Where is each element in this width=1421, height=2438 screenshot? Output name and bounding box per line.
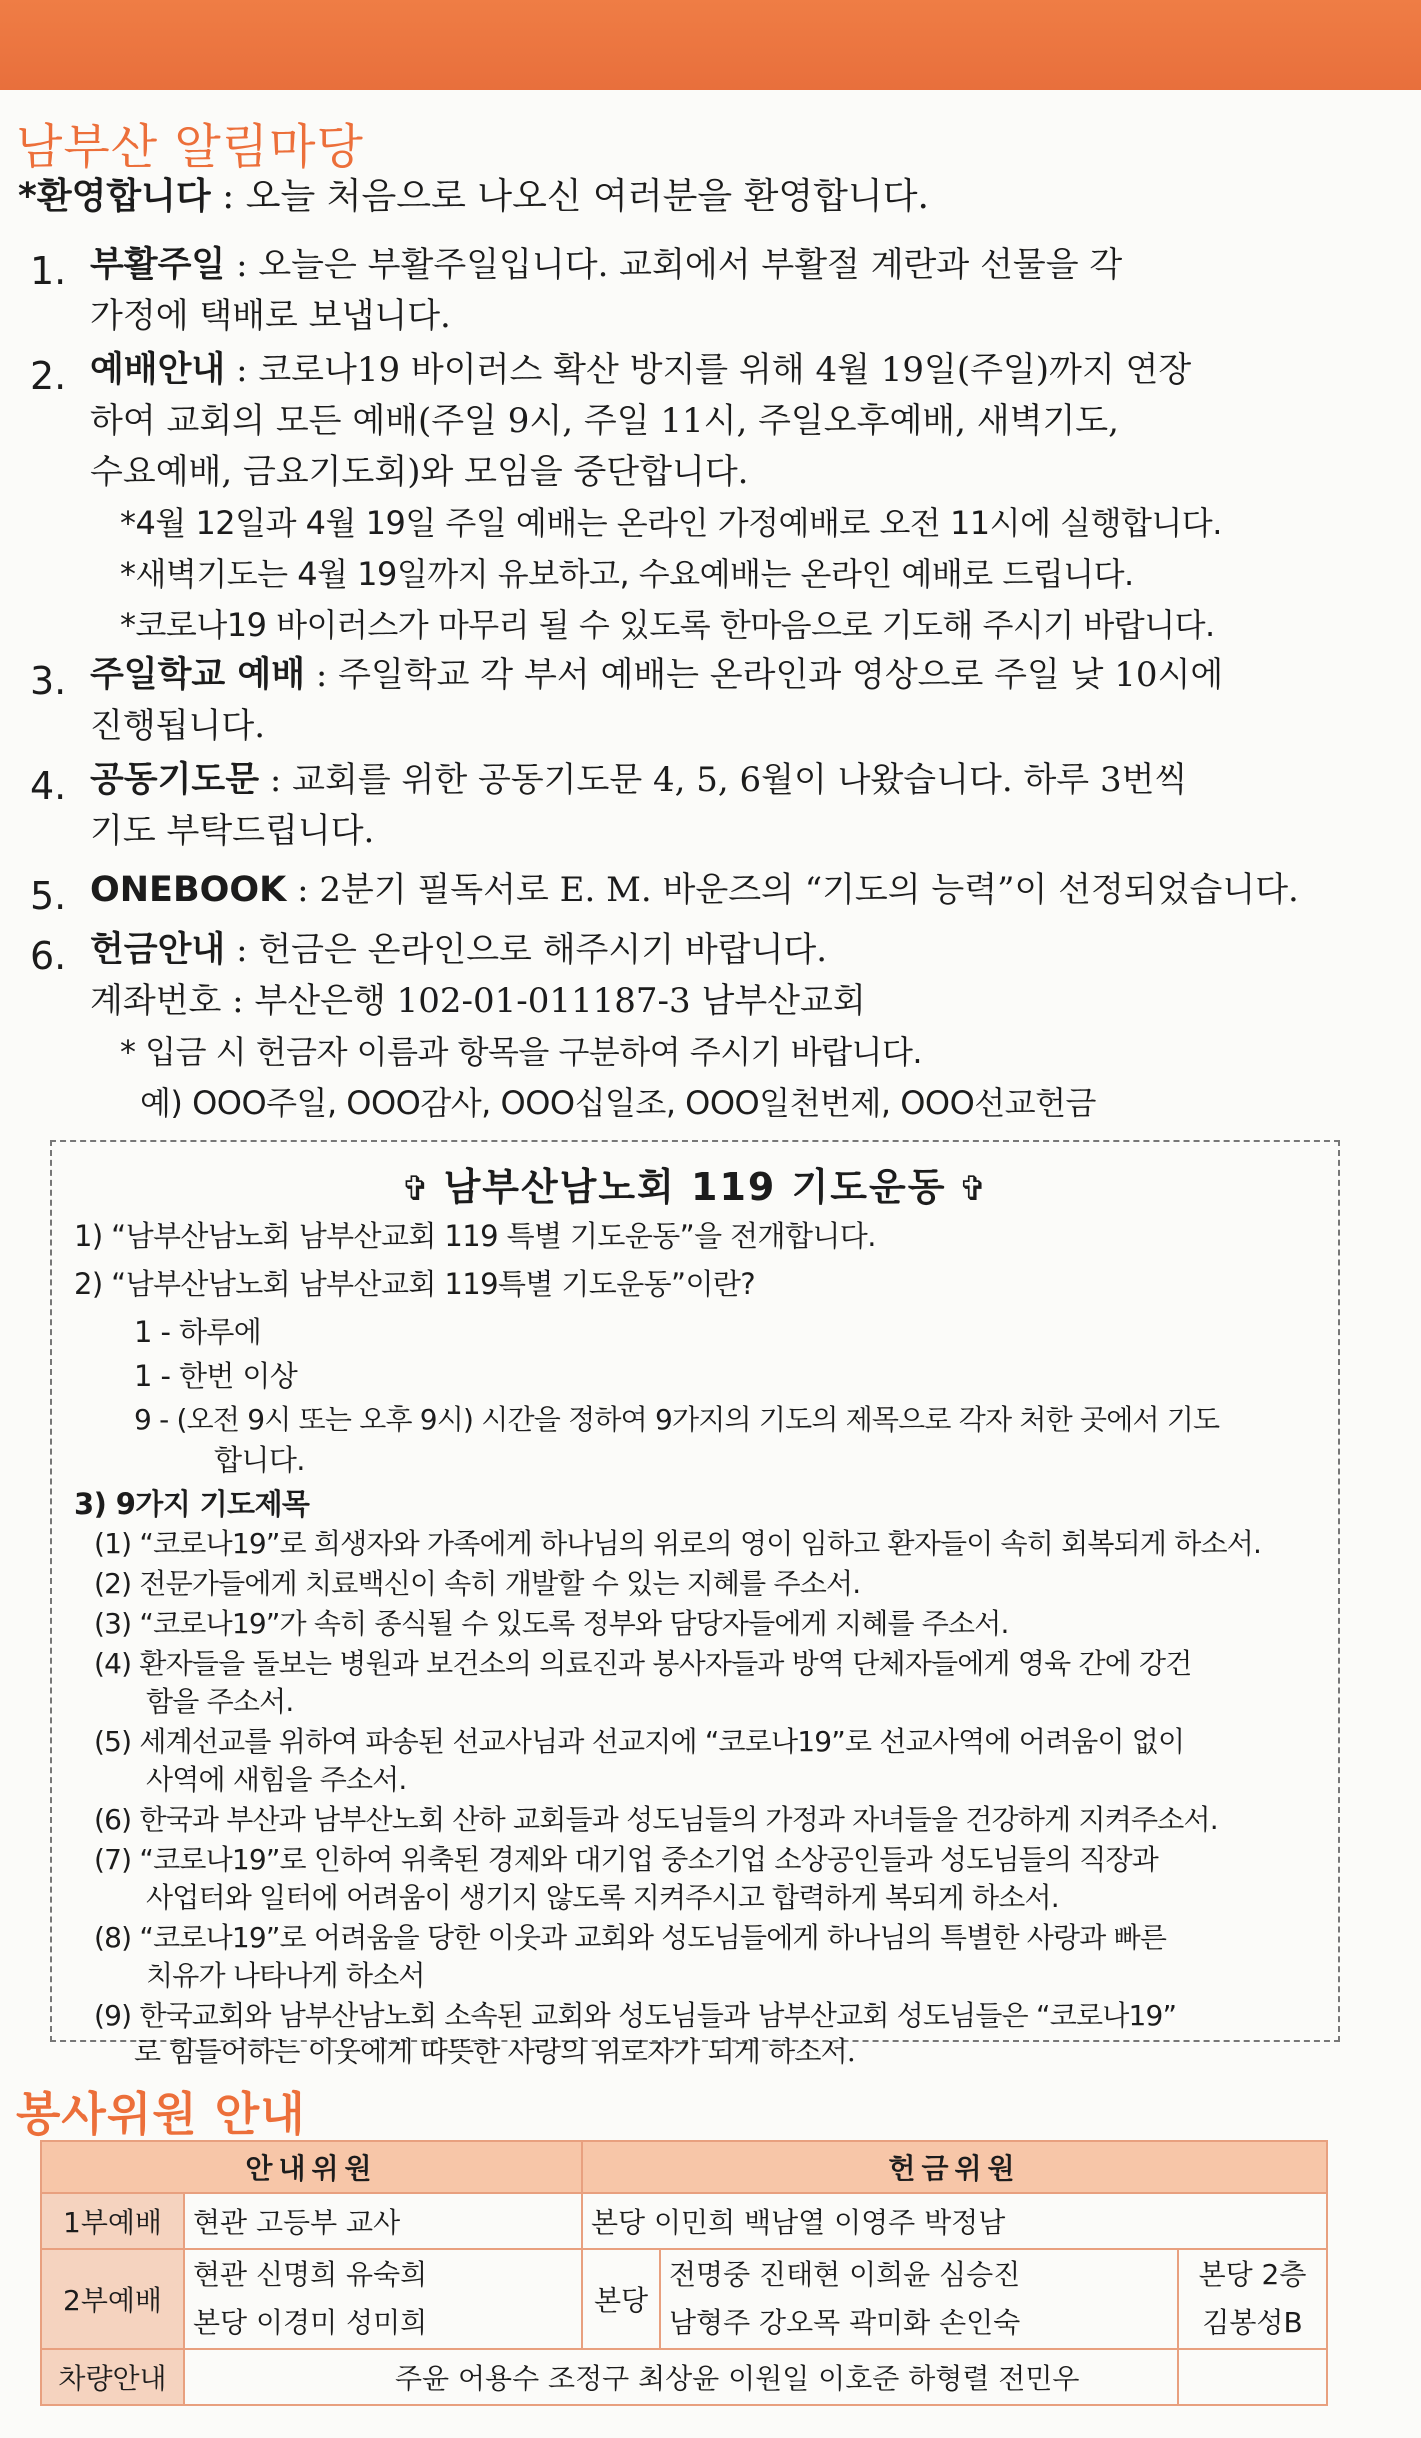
- item-line: : 오늘은 부활주일입니다. 교회에서 부활절 계란과 선물을 각: [236, 245, 1123, 285]
- item-line: 기도 부탁드립니다.: [90, 811, 375, 851]
- prayer-line: (7) “코로나19”로 인하여 위축된 경제와 대기업 중소기업 소상공인들과 성도님들의 직장과: [94, 1843, 1159, 1876]
- item-heading: 주일학교 예배: [90, 655, 306, 695]
- cross-icon: ✞: [958, 1169, 989, 1209]
- item-line: 가정에 택배로 보냅니다.: [90, 296, 451, 336]
- extra-line: 김봉성B: [1202, 2306, 1303, 2339]
- prayer-line: 사업터와 일터에 어려움이 생기지 않도록 지켜주시고 합력하게 복되게 하소서.: [146, 1881, 1059, 1914]
- prayer-line: (9) 한국교회와 남부산남노회 소속된 교회와 성도님들과 남부산교회 성도님들은 “코로나19”: [94, 1999, 1177, 2032]
- welcome-label: *환영합니다: [18, 176, 211, 217]
- car-cell: 주윤 어용수 조정구 최상윤 이원일 이호준 하형렬 전민우: [184, 2349, 1178, 2405]
- guide-header: 안내위원: [41, 2141, 582, 2193]
- item-number: 1.: [30, 249, 67, 293]
- item-number: 2.: [30, 354, 67, 398]
- empty-cell: [1178, 2349, 1327, 2405]
- prayer-campaign-box: [50, 1140, 1340, 2042]
- item-heading: ONEBOOK: [90, 870, 287, 910]
- cross-icon: ✞: [401, 1169, 432, 1209]
- item-number: 5.: [30, 874, 67, 918]
- item-note: *코로나19 바이러스가 마무리 될 수 있도록 한마음으로 기도해 주시기 바랍니다.: [120, 606, 1215, 644]
- offering-line: 남형주 강오목 곽미화 손인숙: [669, 2306, 1021, 2339]
- prayer-title: [52, 1156, 1338, 1211]
- prayer-line: (3) “코로나19”가 속히 종식될 수 있도록 정부와 담당자들에게 지혜를 주소서.: [94, 1607, 1009, 1640]
- prayer-line: 1) “남부산남노회 남부산교회 119 특별 기도운동”을 전개합니다.: [74, 1219, 876, 1253]
- item-heading: 예배안내: [90, 350, 226, 390]
- welcome-line: [18, 168, 929, 219]
- prayer-line: (4) 환자들을 돌보는 병원과 보건소의 의료진과 봉사자들과 방역 단체자들에게 영육 간에 강건: [94, 1647, 1192, 1680]
- item-line: 진행됩니다.: [90, 706, 266, 746]
- item-line: : 주일학교 각 부서 예배는 온라인과 영상으로 주일 낮 10시에: [315, 655, 1224, 695]
- extra-cell: [1178, 2249, 1327, 2349]
- extra-line: 본당 2층: [1198, 2258, 1307, 2291]
- offering-cell: [660, 2249, 1178, 2349]
- offering-line: 전명중 진태현 이희윤 심승진: [669, 2258, 1021, 2291]
- item-note: 예) OOO주일, OOO감사, OOO십일조, OOO일천번제, OOO선교헌금: [140, 1084, 1096, 1122]
- account-line: 계좌번호 : 부산은행 102-01-011187-3 남부산교회: [90, 981, 866, 1021]
- guide-line: 본당 이경미 성미희: [193, 2306, 428, 2339]
- service-title: 봉사위원 안내: [16, 2087, 306, 2141]
- prayer-line: 사역에 새힘을 주소서.: [146, 1763, 407, 1796]
- item-heading: 헌금안내: [90, 930, 226, 970]
- item-heading: 공동기도문: [90, 760, 260, 800]
- item-number: 6.: [30, 934, 67, 978]
- row-label: 1부예배: [41, 2193, 184, 2249]
- prayer-line: (1) “코로나19”로 희생자와 가족에게 하나님의 위로의 영이 임하고 환자들이 속히 회복되게 하소서.: [94, 1527, 1262, 1560]
- notice-item-4: [30, 755, 1391, 857]
- item-line: 하여 교회의 모든 예배(주일 9시, 주일 11시, 주일오후예배, 새벽기도,: [90, 401, 1119, 441]
- prayer-line: 2) “남부산남노회 남부산교회 119특별 기도운동”이란?: [74, 1267, 756, 1301]
- item-line: : 2분기 필독서로 E. M. 바운즈의 “기도의 능력”이 선정되었습니다.: [297, 870, 1299, 910]
- prayer-line: 함을 주소서.: [146, 1685, 294, 1718]
- item-line: : 헌금은 온라인으로 해주시기 바랍니다.: [236, 930, 828, 970]
- item-number: 4.: [30, 764, 67, 808]
- offering-header: 헌금위원: [582, 2141, 1327, 2193]
- offering-place: 본당: [582, 2249, 660, 2349]
- item-note: *4월 12일과 4월 19일 주일 예배는 온라인 가정예배로 오전 11시에 실행합니다.: [120, 504, 1222, 542]
- prayer-line: (5) 세계선교를 위하여 파송된 선교사님과 선교지에 “코로나19”로 선교사역에 어려움이 없이: [94, 1725, 1185, 1758]
- notices-title: 남부산 알림마당: [16, 119, 364, 175]
- item-line: : 코로나19 바이러스 확산 방지를 위해 4월 19일(주일)까지 연장: [236, 350, 1192, 390]
- notice-item-3: [30, 650, 1391, 752]
- row-label: 2부예배: [41, 2249, 184, 2349]
- welcome-text: : 오늘 처음으로 나오신 여러분을 환영합니다.: [222, 176, 929, 217]
- prayer-line: (6) 한국과 부산과 남부산노회 산하 교회들과 성도님들의 가정과 자녀들을 건강하게 지켜주소서.: [94, 1803, 1218, 1836]
- notice-item-5: [30, 865, 1391, 916]
- notice-item-6: [30, 925, 1391, 1129]
- prayer-line: 로 힘들어하는 이웃에게 따뜻한 사랑의 위로자가 되게 하소서.: [134, 2035, 856, 2068]
- prayer-line: 1 - 한번 이상: [134, 1359, 298, 1393]
- item-line: : 교회를 위한 공동기도문 4, 5, 6월이 나왔습니다. 하루 3번씩: [269, 760, 1188, 800]
- item-note: * 입금 시 헌금자 이름과 항목을 구분하여 주시기 바랍니다.: [120, 1033, 923, 1071]
- service-table: [40, 2140, 1328, 2406]
- item-note: *새벽기도는 4월 19일까지 유보하고, 수요예배는 온라인 예배로 드립니다.: [120, 555, 1134, 593]
- prayer-line: 9 - (오전 9시 또는 오후 9시) 시간을 정하여 9가지의 기도의 제목으로 각자 처한 곳에서 기도: [134, 1403, 1220, 1436]
- item-heading: 부활주일: [90, 245, 226, 285]
- prayer-line: 치유가 나타나게 하소서: [146, 1959, 425, 1992]
- prayer-line: 1 - 하루에: [134, 1315, 262, 1349]
- notice-item-2: [30, 345, 1391, 651]
- guide-cell: [184, 2249, 582, 2349]
- guide-line: 현관 신명희 유숙희: [193, 2258, 428, 2291]
- notice-item-1: [30, 240, 1391, 342]
- item-number: 3.: [30, 659, 67, 703]
- top-color-bar: [0, 0, 1421, 90]
- offering-cell: 본당 이민희 백남열 이영주 박정남: [582, 2193, 1327, 2249]
- row-label: 차량안내: [41, 2349, 184, 2405]
- guide-cell: 현관 고등부 교사: [184, 2193, 582, 2249]
- item-line: 수요예배, 금요기도회)와 모임을 중단합니다.: [90, 452, 749, 492]
- prayer-line: (8) “코로나19”로 어려움을 당한 이웃과 교회와 성도님들에게 하나님의 특별한 사랑과 빠른: [94, 1921, 1167, 1954]
- prayer-line: 3) 9가지 기도제목: [74, 1487, 310, 1521]
- prayer-line: 합니다.: [214, 1443, 305, 1477]
- prayer-line: (2) 전문가들에게 치료백신이 속히 개발할 수 있는 지혜를 주소서.: [94, 1567, 861, 1600]
- prayer-title-text: 남부산남노회 119 기도운동: [443, 1165, 947, 1209]
